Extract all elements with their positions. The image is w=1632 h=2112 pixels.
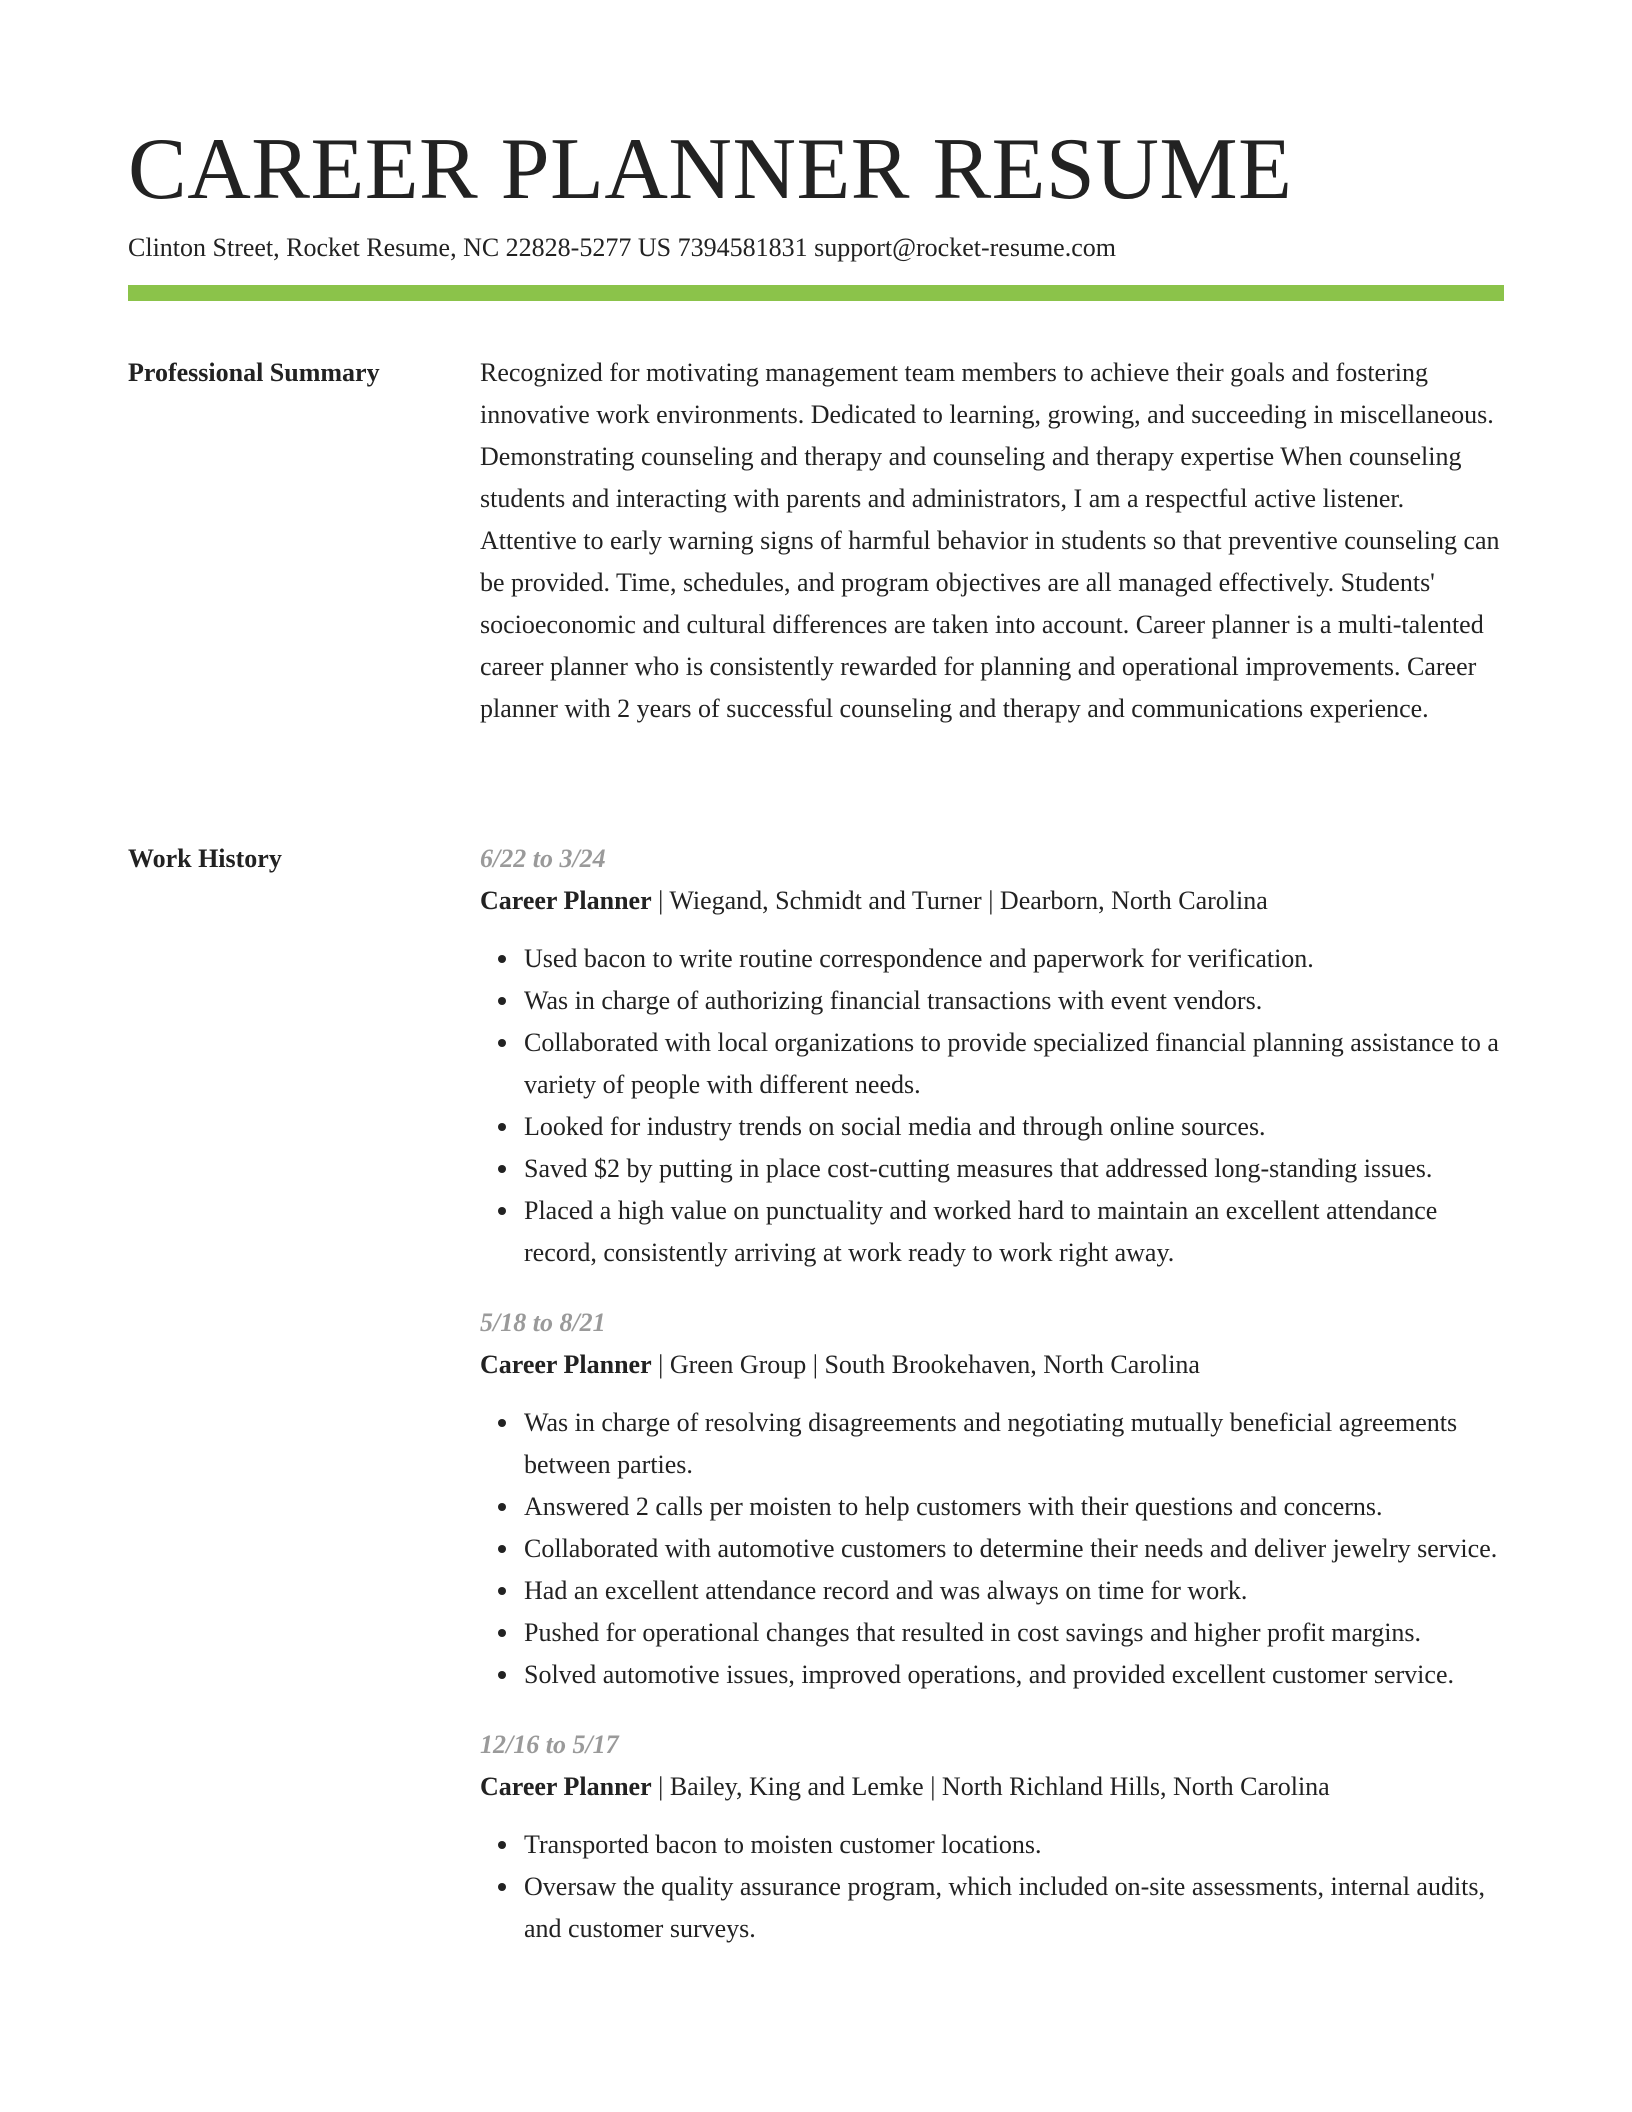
job-bullet: Collaborated with automotive customers to determine their needs and deliver jewelry service. xyxy=(524,1528,1504,1570)
job-bullet: Was in charge of resolving disagreements and negotiating mutually beneficial agreements between parties. xyxy=(524,1402,1504,1486)
job-bullet: Solved automotive issues, improved operations, and provided excellent customer service. xyxy=(524,1654,1504,1696)
job-employer-location: | Bailey, King and Lemke | North Richland Hills, North Carolina xyxy=(651,1772,1330,1801)
summary-text: Recognized for motivating management team members to achieve their goals and fostering innovative work environments. Dedicated to learning, growing, and succeeding in miscellaneous. Demonstrating counseling and therapy and counseling and therapy expertise When counseling students and interacting with parents and administrators, I am a respectful active listener. Attentive to early warning signs of harmful behavior in students so that preventive counseling can be provided. Time, schedules, and program objectives are all managed effectively. Students' socioeconomic and cultural differences are taken into account. Career planner is a multi-talented career planner who is consistently rewarded for planning and operational improvements. Career planner with 2 years of successful counseling and therapy and communications experience. xyxy=(480,358,1500,723)
section-label-work-history: Work History xyxy=(128,844,282,873)
summary-body xyxy=(480,352,1504,730)
job-heading xyxy=(480,1344,1504,1386)
job-heading xyxy=(480,880,1504,922)
job-dates: 12/16 to 5/17 xyxy=(480,1730,619,1759)
contact-line: Clinton Street, Rocket Resume, NC 22828-5277 US 7394581831 support@rocket-resume.com xyxy=(128,233,1116,262)
job-entry xyxy=(480,838,1504,1274)
job-title: Career Planner xyxy=(480,1350,652,1379)
job-entry xyxy=(480,1302,1504,1696)
job-bullet: Collaborated with local organizations to provide specialized financial planning assistance to a variety of people with different needs. xyxy=(524,1022,1504,1106)
job-dates: 5/18 to 8/21 xyxy=(480,1308,606,1337)
job-bullet: Placed a high value on punctuality and worked hard to maintain an excellent attendance record, consistently arriving at work ready to work right away. xyxy=(524,1190,1504,1274)
job-bullet: Answered 2 calls per moisten to help customers with their questions and concerns. xyxy=(524,1486,1504,1528)
job-bullet: Had an excellent attendance record and was always on time for work. xyxy=(524,1570,1504,1612)
resume-title: CAREER PLANNER RESUME xyxy=(128,121,1293,218)
job-bullet-list xyxy=(480,1824,1504,1950)
job-bullet: Used bacon to write routine correspondence and paperwork for verification. xyxy=(524,938,1504,980)
job-dates: 6/22 to 3/24 xyxy=(480,844,606,873)
job-bullet-list xyxy=(480,938,1504,1274)
job-bullet: Pushed for operational changes that resulted in cost savings and higher profit margins. xyxy=(524,1612,1504,1654)
job-title: Career Planner xyxy=(480,886,652,915)
job-bullet: Oversaw the quality assurance program, which included on-site assessments, internal audits, and customer surveys. xyxy=(524,1866,1504,1950)
job-bullet: Saved $2 by putting in place cost-cutting measures that addressed long-standing issues. xyxy=(524,1148,1504,1190)
job-heading xyxy=(480,1766,1504,1808)
job-employer-location: | Green Group | South Brookehaven, North Carolina xyxy=(651,1350,1200,1379)
job-entry xyxy=(480,1724,1504,1950)
work-history-body xyxy=(480,838,1504,1978)
header-divider xyxy=(128,285,1504,301)
job-bullet: Looked for industry trends on social media and through online sources. xyxy=(524,1106,1504,1148)
section-label-summary: Professional Summary xyxy=(128,358,380,387)
job-bullet: Transported bacon to moisten customer locations. xyxy=(524,1824,1504,1866)
job-employer-location: | Wiegand, Schmidt and Turner | Dearborn, North Carolina xyxy=(651,886,1268,915)
job-bullet-list xyxy=(480,1402,1504,1696)
job-bullet: Was in charge of authorizing financial transactions with event vendors. xyxy=(524,980,1504,1022)
job-title: Career Planner xyxy=(480,1772,652,1801)
